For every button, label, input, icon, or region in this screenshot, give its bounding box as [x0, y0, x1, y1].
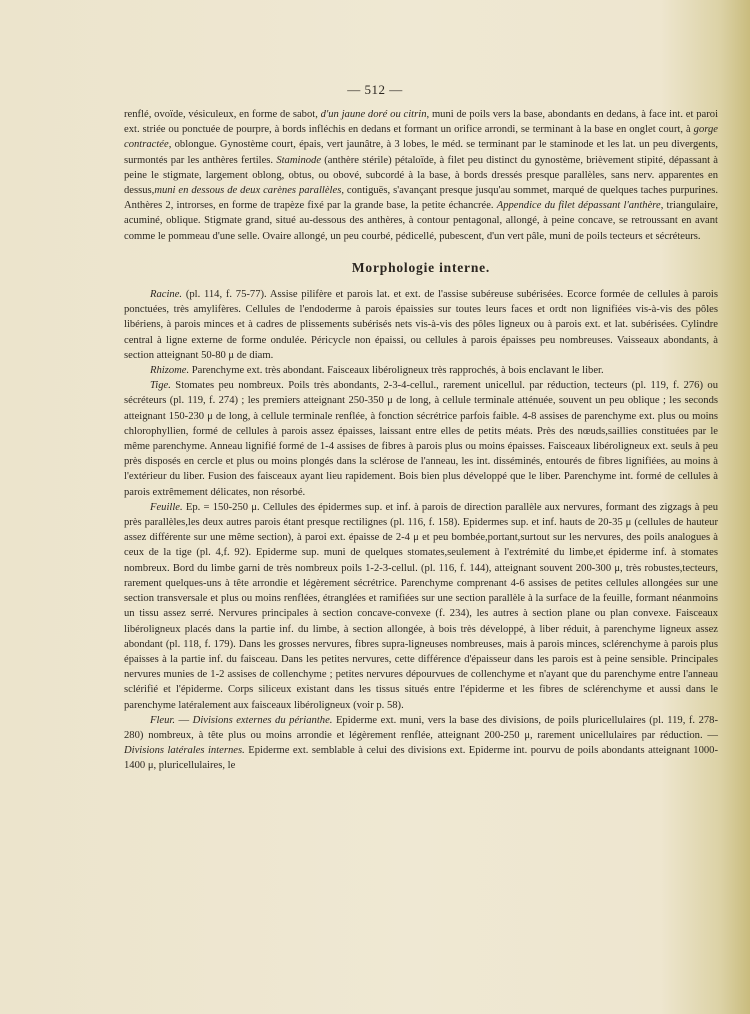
- intro-run: , muni de poils vers la base, abondants en dedans, à face int. et paroi ext. striée ou ponctuée de pourpre, à bords infléchis en dedans et formant un orifice arrondi, se terminant à la base en onglet court, à: [124, 109, 719, 136]
- intro-run: , oblongue. Gynostème court, épais, vert jaunâtre, à 3 lobes, le méd. se terminant par le staminode et les lat. un peu divergents, surmontés par les anthères fertiles.: [124, 139, 718, 166]
- intro-run: Appendice du filet dépassant l'anthère: [496, 200, 661, 212]
- paragraphs.4-run: Epiderme ext. muni, vers la base des divisions, de poils pluricellulaires (pl. 119, f. 278-280) nombreux, à tête plus ou moins arrondie et légèrement renflée, atteignant 200-250 μ, rarement unicellulaires par réduction. —: [124, 714, 718, 741]
- paragraph-fleur: [124, 713, 718, 774]
- paragraph-rhizome: [124, 363, 718, 378]
- intro-run: Staminode: [276, 154, 322, 166]
- paragraph-feuille: [124, 500, 718, 713]
- body-text: [124, 107, 718, 774]
- intro-run: , contiguës, s'avançant presque jusqu'au sommet, marqué de quelques taches purpurines. Anthères 2, introrses, en forme de trapèze fixé par la grande base, la petite échancrée.: [124, 185, 718, 212]
- intro-paragraph: [124, 107, 718, 244]
- intro-run: muni en dessous de deux carènes parallèles: [154, 185, 342, 197]
- paragraphs.2-run: Stomates peu nombreux. Poils très abondants, 2-3-4-cellul., rarement unicellul. par réduction, tecteurs (pl. 119, f. 276) ou sécréteurs (pl. 119, f. 274) ; les premiers atteignant 250-350 μ de long, à cellule terminale atténuée, souvent un peu oblique ; les seconds atteignant 150-230 μ de long, à cellule terminale renflée, à fonction sécrétrice parfois faible. 4-8 assises de parenchyme ext. plus ou moins chlorophyllien, formé de cellules à parois assez épaisses, laissant entre elles de petits méats. Près des nœuds,saillies constituées par le même parenchyme. Anneau lignifié formé de 1-4 assises de fibres à parois plus ou moins épaisses. Faisceaux libéroligneux ext. seuls à peu près disposés en cercle et plus ou moins plongés dans la sclérose de l'anneau, les int. disséminés, entourés de fibres lignifiées, au moins à l'extérieur du liber. Fusion des faisceaux ayant lieu rapidement. Bois bien plus développé que le liber. Parenchyme int. formé de cellules à parois extrêmement délicates, non résorbé.: [124, 380, 718, 498]
- paragraphs.1-run: Rhizome.: [150, 365, 190, 377]
- intro-run: , triangulaire, acuminé, oblique. Stigmate grand, situé au-dessous des anthères, à contour pentagonal, allongé, à peine concave, se retroussant en avant comme le pommeau d'une selle. Ovaire allongé, un peu courbé, pédicellé, pubescent, d'un vert pâle, muni de poils tecteurs et sécréteurs.: [124, 200, 719, 242]
- page-number: — 512 —: [347, 82, 403, 97]
- intro-run: gorge contractée: [124, 124, 718, 151]
- section-heading: Morphologie interne.: [351, 259, 491, 275]
- paragraphs.1-run: Parenchyme ext. très abondant. Faisceaux libéroligneux très rapprochés, à bois enclavant le liber.: [189, 365, 604, 377]
- intro-run: renflé, ovoïde, vésiculeux, en forme de sabot,: [124, 109, 321, 120]
- paragraphs.0-run: (pl. 114, f. 75-77). Assise pilifère et parois lat. et ext. de l'assise subéreuse subérisées. Ecorce formée de cellules à parois ponctuées, très amylifères. Cellules de l'endoderme à parois épaissies sur toutes leurs faces et ordt non lignifiées vis-à-vis des pôles libériens, à parois minces et à cadres de plissements subérisés nets vis-à-vis des pôles ligneux ou à parois ext. et lat. subérisées. Cylindre central à ligne externe de forme ondulée. Péricycle non épaissi, ou cellules à parois épaisses peu nombreuses. Vaisseaux abondants, à section atteignant 50-80 μ de diam.: [124, 289, 718, 361]
- paragraphs.4-run: Divisions externes du périanthe.: [192, 714, 333, 726]
- paragraph-racine: [124, 287, 718, 363]
- paragraphs.3-run: Ep. = 150-250 μ. Cellules des épidermes sup. et inf. à parois de direction parallèle aux nervures, formant des zigzags à peu près parallèles,les deux autres parois étant presque rectilignes (pl. 116, f. 158). Epidermes sup. et inf. hauts de 20-35 μ (cellules de hauteur assez différente sur une même section), à paroi ext. épaisse de 2-4 μ et peu bombée,portant,surtout sur les nervures, des poils analogues à ceux de la tige (pl. 4,f. 92). Epiderme sup. muni de quelques stomates,seulement à l'extrémité du limbe,et épiderme inf. à stomates nombreux. Bord du limbe garni de très nombreux poils 1-2-3-cellul. (pl. 116, f. 144), atteignant souvent 200-300 μ, très robustes,tecteurs, rarement quelques-uns à tête arrondie et légèrement sécrétrice. Parenchyme comprenant 4-6 assises de petites cellules allongées sur une section transversale et plus ou moins renflées, étranglées et ramifiées sur une section parallèle à la surface de la feuille, formant néanmoins un tissu assez serré. Nervures principales à section concave-convexe (f. 234), les autres à section plane ou plan convexe. Faisceaux libéroligneux placés dans la partie inf. du limbe, à section allongée, à bois très développé, à liber réduit, à parenchyme ligneux assez abondant (pl. 118, f. 179). Dans les grosses nervures, fibres supra-ligneuses nombreuses, mais à parois minces, sclérenchyme à parois plus épaisses à la partie inf. du faisceau. Dans les petites nervures, cette différence d'épaisseur dans les parois est à peine sensible. Principales nervures munies de 1-2 assises de collenchyme ; petites nervures dépourvues de collenchyme et n'ayant que du parenchyme entre l'anneau sclérifié et l'épiderme. Corps siliceux existant dans les tissus situés entre l'épiderme et les fibres de sclérenchyme et aussi dans le parenchyme latéralement aux faisceaux libéroligneux (voir p. 58).: [124, 501, 718, 711]
- intro-run: d'un jaune doré ou citrin: [320, 109, 427, 120]
- paragraphs.4-run: —: [175, 714, 193, 726]
- paragraphs.3-run: Feuille.: [150, 501, 183, 513]
- paragraph-tige: [124, 378, 718, 500]
- paragraphs.0-run: Racine.: [150, 289, 183, 301]
- intro-run: (anthère stérile) pétaloïde, à filet peu distinct du gynostème, brièvement stipité, dépassant à peine le stigmate, largement oblong, obtus, ou obové, subcordé à la base, à bords dressés presque parallèles, sans nerv. apparentes en dessus,: [124, 154, 718, 197]
- paragraphs.4-run: Fleur.: [150, 714, 176, 726]
- paragraphs.4-run: Divisions latérales internes.: [124, 745, 245, 757]
- paragraphs.4-run: Epiderme ext. semblable à celui des divisions ext. Epiderme int. pourvu de poils abondants atteignant 1000-1400 μ, pluricellulaires, le: [124, 745, 718, 772]
- paragraphs.2-run: Tige.: [150, 380, 171, 392]
